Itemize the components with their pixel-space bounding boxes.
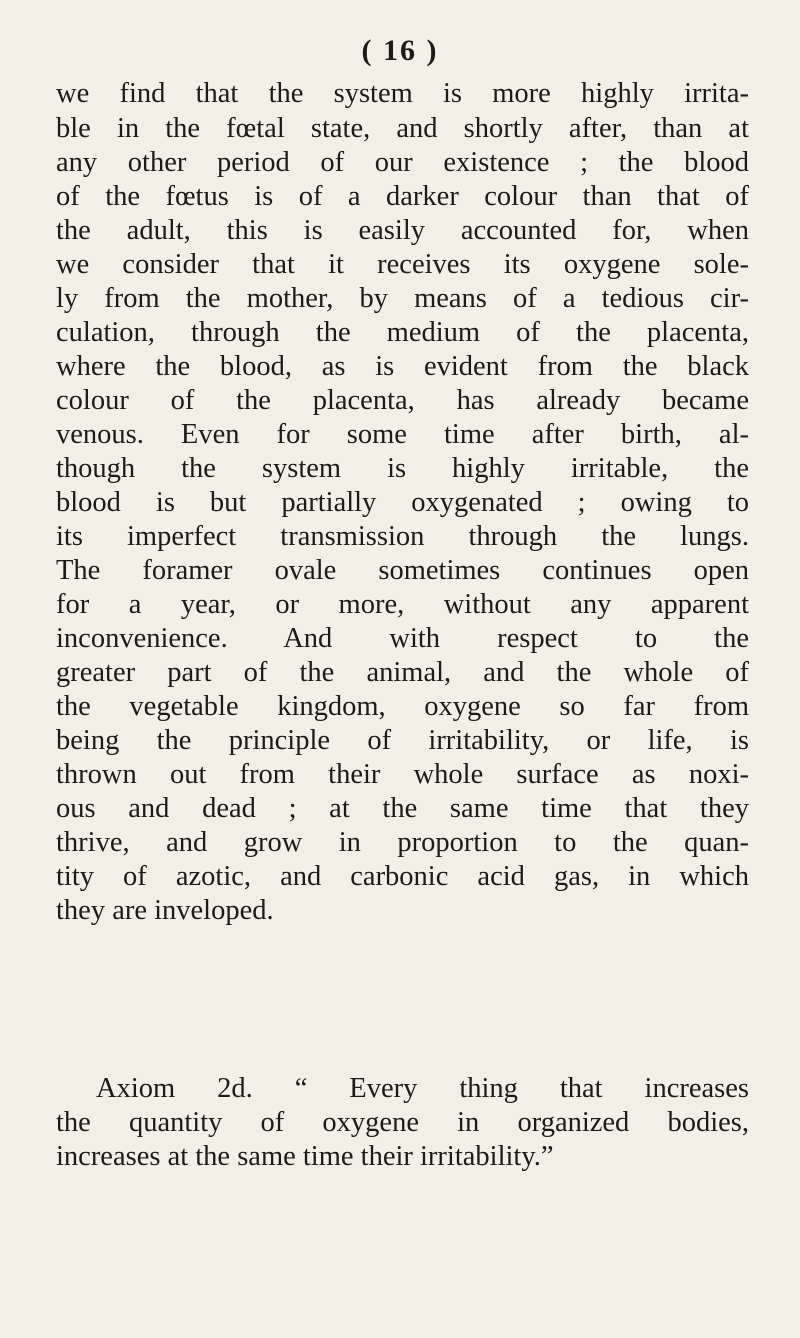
text-line: thrive, and grow in proportion to the quan- xyxy=(56,827,749,858)
text-line: though the system is highly irritable, the xyxy=(56,453,749,484)
text-line: ly from the mother, by means of a tedious cir- xyxy=(56,283,749,314)
text-line: venous. Even for some time after birth, al- xyxy=(56,419,749,450)
text-line: they are inveloped. xyxy=(56,895,274,926)
text-line: greater part of the animal, and the whole of xyxy=(56,657,749,688)
text-line: being the principle of irritability, or life, is xyxy=(56,725,749,756)
text-line: of the fœtus is of a darker colour than that of xyxy=(56,181,749,212)
text-line: for a year, or more, without any apparent xyxy=(56,589,749,620)
text-line: tity of azotic, and carbonic acid gas, in which xyxy=(56,861,749,892)
text-line: ble in the fœtal state, and shortly after, than at xyxy=(56,113,749,144)
text-line: Axiom 2d. “ Every thing that increases xyxy=(96,1073,749,1104)
text-line: its imperfect transmission through the lungs. xyxy=(56,521,749,552)
text-line: increases at the same time their irritability.” xyxy=(56,1141,554,1172)
text-line: blood is but partially oxygenated ; owing to xyxy=(56,487,749,518)
text-line: we consider that it receives its oxygene sole- xyxy=(56,249,749,280)
text-line: inconvenience. And with respect to the xyxy=(56,623,749,654)
text-line: the quantity of oxygene in organized bodies, xyxy=(56,1107,749,1138)
text-line: we find that the system is more highly irrita- xyxy=(56,78,749,109)
text-line: where the blood, as is evident from the black xyxy=(56,351,749,382)
page-number: ( 16 ) xyxy=(361,34,439,67)
text-line: the vegetable kingdom, oxygene so far from xyxy=(56,691,749,722)
text-line: culation, through the medium of the placenta, xyxy=(56,317,749,348)
text-line: ous and dead ; at the same time that they xyxy=(56,793,749,824)
text-line: any other period of our existence ; the blood xyxy=(56,147,749,178)
text-line: the adult, this is easily accounted for, when xyxy=(56,215,749,246)
text-line: colour of the placenta, has already became xyxy=(56,385,749,416)
text-line: thrown out from their whole surface as noxi- xyxy=(56,759,749,790)
text-line: The foramer ovale sometimes continues open xyxy=(56,555,749,586)
